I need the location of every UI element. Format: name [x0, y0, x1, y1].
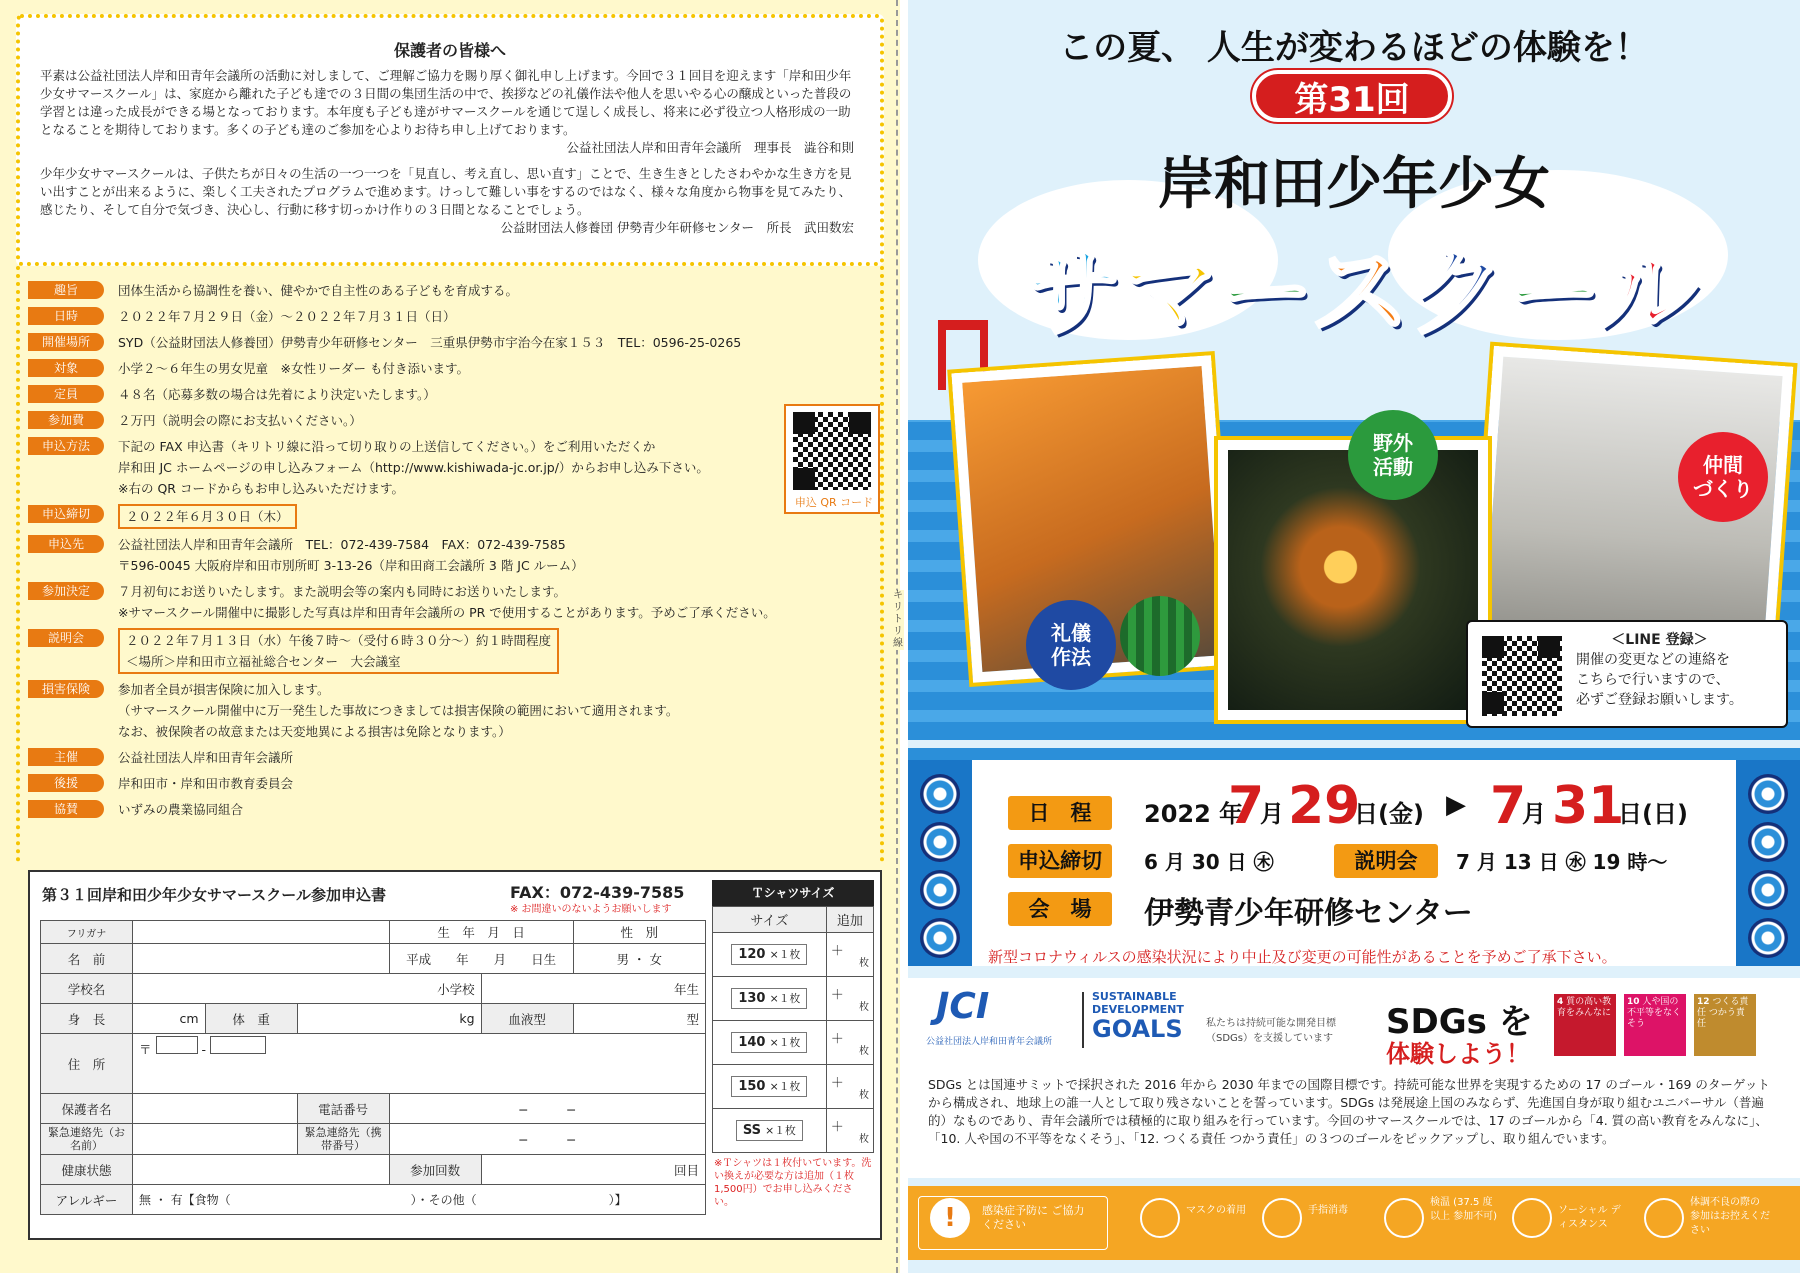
tshirt-extra-field[interactable]: [826, 977, 873, 1021]
info-tag: 損害保険: [28, 680, 104, 698]
tshirt-size: [713, 1065, 827, 1109]
sick-person-icon: [1644, 1198, 1684, 1238]
info-line: （サマースクール開催中に万一発生した事故につきましては損害保険の範囲において適用されます。: [118, 703, 679, 718]
sdgs-logo-line: DEVELOPMENT: [1092, 1003, 1184, 1016]
goal-number: 12: [1697, 997, 1710, 1007]
info-line: いずみの農業協同組合: [118, 802, 244, 817]
flower-strip-left: [908, 760, 972, 966]
jci-org-name: 公益社団法人岸和田青年会議所: [926, 1037, 1053, 1047]
tshirt-title: Ｔシャツサイズ: [712, 880, 874, 906]
covid-prevention-bar: [908, 1186, 1800, 1260]
zip-field-2[interactable]: [210, 1036, 266, 1054]
greeting-title: 保護者の皆様へ: [393, 41, 506, 60]
sdgs-heading: SDGs を: [1386, 1002, 1533, 1042]
field-name[interactable]: [133, 944, 390, 974]
covid-item: 体調不良の際の 参加はお控えください: [1690, 1197, 1770, 1236]
morning-glory-icon: [920, 774, 960, 814]
badge-etiquette: 礼儀 作法: [1026, 600, 1116, 690]
exclamation-icon: !: [930, 1198, 970, 1238]
label-allergy: アレルギー: [41, 1185, 133, 1215]
sdgs-heading-sub: 体験しよう！: [1386, 1040, 1530, 1068]
info-text: [118, 436, 709, 499]
morning-glory-icon: [920, 822, 960, 862]
goal-number: 4: [1557, 997, 1564, 1007]
sdgs-logo-goals: GOALS: [1092, 1015, 1183, 1043]
info-list: [28, 280, 858, 825]
info-row: [28, 384, 858, 405]
tshirt-col-size: サイズ: [713, 907, 827, 933]
greeting-paragraph-2: 少年少女サマースクールは、子供たちが日々の生活の一つ一つを「見直し、考え直し、思い直す」ことで、生き生きとしたさわやかな生き方を見い出すことが出来るように、楽しく工夫されたプログラムで進めます。けっして難しい事をするのではなく、様々な角度から物事を見てみたり、感じたり、そして自分で気づき、決心し、行動に移す切っかけ作りの３日間となることでしょう。: [40, 166, 852, 217]
goal-10-tile: [1624, 994, 1686, 1056]
covid-item: 検温 (37.5 度以上 参加不可): [1430, 1197, 1498, 1222]
info-text: [118, 581, 776, 623]
info-row: [28, 773, 858, 794]
tshirt-unit: ×１枚: [769, 1036, 801, 1049]
badge-outdoor: 野外 活動: [1348, 410, 1438, 500]
field-address[interactable]: 〒 -: [133, 1034, 706, 1094]
info-text: [118, 799, 243, 820]
cut-line-label: キリトリ線: [893, 590, 903, 649]
covid-notice: 新型コロナウィルスの感染状況により中止及び変更の可能性があることを予めご了承下さい。: [988, 948, 1617, 966]
schedule-month-unit-2: 月: [1522, 800, 1546, 828]
field-allergy[interactable]: 無 ・ 有【食物（ ）・その他（ ）】: [133, 1185, 706, 1215]
plus-icon: ＋: [830, 1032, 844, 1047]
covid-item: マスクの着用: [1186, 1205, 1246, 1216]
tshirt-size-table: [712, 906, 874, 1153]
line-qr-code[interactable]: [1482, 636, 1562, 716]
info-row: [28, 799, 858, 820]
info-line: なお、被保険者の故意または天変地異による損害は免除となります。）: [118, 724, 511, 739]
tshirt-size-value: SS: [742, 1123, 761, 1138]
field-guardian[interactable]: [133, 1094, 298, 1124]
field-furigana[interactable]: [133, 921, 390, 944]
zip-field-1[interactable]: [156, 1036, 198, 1054]
info-line: ２０２２年７月１３日（水）午後７時〜（受付６時３０分〜）約１時間程度: [126, 633, 552, 648]
morning-glory-icon: [920, 918, 960, 958]
apply-qr-code[interactable]: [793, 412, 871, 490]
plus-icon: ＋: [830, 944, 844, 959]
greeting-paragraph-1: 平素は公益社団法人岸和田青年会議所の活動に対しまして、ご理解ご協力を賜り厚く御礼申し上げます。今回で３１回目を迎えます「岸和田少年少女サマースクール」は、家庭から離れた子ども達での３日間の集団生活の中で、挨拶などの礼儀作法や他人を思いやる心の醸成といった普段の学習とは違った成長ができる場となっております。本年度も子ども達がサマースクールを通じて逞しく成長し、将来に必ず役立つ人格形成の一助となることを期待しております。多くの子ども達のご参加を心よりお待ち申し上げております。: [40, 68, 852, 137]
photo-campfire: [1218, 440, 1488, 720]
goal-12-tile: [1694, 994, 1756, 1056]
info-line: ２０２２年７月２９日（金）〜２０２２年７月３１日（日）: [118, 309, 456, 324]
title-char: ル: [1598, 234, 1694, 351]
info-line: 岸和田市・岸和田市教育委員会: [118, 776, 294, 791]
schedule-month-2: 7: [1490, 776, 1527, 836]
label-emergency-name: 緊急連絡先（お名前）: [41, 1124, 133, 1155]
schedule-month-unit-1: 月: [1260, 800, 1284, 828]
badge-friends: 仲間 づくり: [1678, 432, 1768, 522]
info-text: [118, 628, 559, 674]
label-weight: 体 重: [205, 1004, 297, 1034]
field-emergency-phone[interactable]: − −: [389, 1124, 705, 1155]
hand-sanitizer-icon: [1262, 1198, 1302, 1238]
edition-badge: 第31回: [1252, 70, 1452, 122]
venue-value: 伊勢青少年研修センター: [1144, 896, 1473, 931]
tshirt-unit: ×１枚: [769, 948, 801, 961]
greeting-signature-1: 公益社団法人岸和田青年会議所 理事長 澁谷和則: [566, 140, 854, 155]
tshirt-mai: 枚: [859, 1002, 869, 1013]
plus-icon: ＋: [830, 1076, 844, 1091]
tshirt-size: [713, 933, 827, 977]
info-text: [118, 384, 436, 405]
tshirt-table: [712, 880, 874, 1213]
field-weight[interactable]: kg: [297, 1004, 481, 1034]
poster-title: 岸和田少年少女: [1158, 152, 1550, 217]
poster-title-summer-school: [938, 212, 1778, 356]
line-register-box[interactable]: [1466, 620, 1788, 728]
info-row: [28, 410, 858, 431]
info-line: 公益社団法人岸和田青年会議所 TEL：072-439-7584 FAX：072-439-7585: [118, 537, 566, 552]
info-line: SYD（公益財団法人修養団）伊勢青少年研修センター 三重県伊勢市宇治今在家１５３ TEL：0596-25-0265: [118, 335, 742, 350]
tshirt-mai: 枚: [859, 1046, 869, 1057]
info-tag: 説明会: [28, 629, 104, 647]
field-school[interactable]: 小学校: [133, 974, 482, 1004]
tshirt-size-value: 120: [738, 947, 766, 962]
info-tag: 申込先: [28, 535, 104, 553]
tshirt-unit: ×１枚: [765, 1124, 796, 1137]
field-count[interactable]: 回目: [481, 1155, 705, 1185]
arrow-right-icon: ▶: [1446, 790, 1466, 820]
label-name: 名 前: [41, 944, 133, 974]
line-text: こちらで行いますので、: [1576, 672, 1730, 688]
label-count: 参加回数: [389, 1155, 481, 1185]
zip-mark: 〒: [139, 1042, 152, 1057]
form-fax-note: ※ お間違いのないようお願いします: [510, 904, 672, 915]
apply-qr-box[interactable]: [784, 404, 880, 514]
jci-logo: JCI: [936, 986, 990, 1027]
info-tag: 開催場所: [28, 333, 104, 351]
tshirt-mai: 枚: [859, 1134, 869, 1145]
info-line: ＜場所＞岸和田市立福祉総合センター 大会議室: [126, 654, 401, 669]
morning-glory-icon: [1748, 774, 1788, 814]
info-tag: 参加決定: [28, 582, 104, 600]
covid-item: ソーシャル ディスタンス: [1558, 1205, 1621, 1230]
form-table: [40, 920, 706, 1215]
morning-glory-icon: [1748, 822, 1788, 862]
field-phone[interactable]: − −: [389, 1094, 705, 1124]
info-text: [118, 306, 456, 327]
schedule-panel: [908, 748, 1800, 966]
tshirt-mai: 枚: [859, 1090, 869, 1101]
covid-item: 手指消毒: [1308, 1205, 1348, 1216]
info-row: [28, 504, 858, 529]
tshirt-size-value: 140: [738, 1035, 766, 1050]
info-tag: 協賛: [28, 800, 104, 818]
tshirt-extra-field[interactable]: [826, 1065, 873, 1109]
field-health[interactable]: [133, 1155, 390, 1185]
info-tag: 定員: [28, 385, 104, 403]
title-char: マ: [1118, 234, 1214, 351]
label-schedule: 日 程: [1008, 796, 1112, 830]
tshirt-size-value: 130: [738, 991, 766, 1006]
label-birth: 生 年 月 日: [389, 921, 573, 944]
line-register-text: [1576, 630, 1743, 710]
tshirt-unit: ×１枚: [769, 1080, 801, 1093]
label-phone: 電話番号: [297, 1094, 389, 1124]
label-address: 住 所: [41, 1034, 133, 1094]
goal-title: つくる責任 つかう責任: [1697, 997, 1749, 1029]
line-text: 開催の変更などの連絡を: [1576, 652, 1730, 668]
schedule-weekday-2: 日(日): [1618, 800, 1688, 828]
info-text: [118, 280, 518, 301]
field-grade[interactable]: 年生: [481, 974, 705, 1004]
info-text: [118, 534, 584, 576]
plus-icon: ＋: [830, 1120, 844, 1135]
tshirt-unit: ×１枚: [769, 992, 801, 1005]
apply-qr-label: 申込 QR コード: [794, 496, 874, 509]
field-sex[interactable]: 男 ・ 女: [573, 944, 705, 974]
info-line: 下記の FAX 申込書（キリトリ線に沿って切り取りの上送信してください。）をご利用いただくか: [118, 439, 656, 454]
sdgs-logo: [1092, 990, 1184, 1042]
label-height: 身 長: [41, 1004, 133, 1034]
goal-title: 人や国の不平等をなくそう: [1627, 997, 1682, 1029]
info-row: [28, 581, 858, 623]
info-line: 参加者全員が損害保険に加入します。: [118, 682, 330, 697]
morning-glory-icon: [1748, 918, 1788, 958]
info-line: ※サマースクール開催中に撮影した写真は岸和田青年会議所の PR で使用することがあります。予めご了承ください。: [118, 605, 776, 620]
info-text: [118, 504, 297, 529]
morning-glory-icon: [920, 870, 960, 910]
mask-icon: [1140, 1198, 1180, 1238]
label-emergency-phone: 緊急連絡先（携帯番号）: [297, 1124, 389, 1155]
catchphrase: この夏、 人生が変わるほどの体験を！: [1059, 28, 1649, 68]
field-birth[interactable]: 平成 年 月 日生: [389, 944, 573, 974]
info-line: ２万円（説明会の際にお支払いください。）: [118, 413, 362, 428]
sdgs-section: [908, 978, 1800, 1178]
info-text: [118, 332, 741, 353]
info-tag: 趣旨: [28, 281, 104, 299]
title-char: ス: [1310, 234, 1406, 351]
info-line: 団体生活から協調性を養い、健やかで自主性のある子どもを育成する。: [118, 283, 519, 298]
tshirt-extra-field[interactable]: [826, 1021, 873, 1065]
tshirt-note: ※Ｔシャツは１枚付いています。洗い換えが必要な方は追加（１枚 1,500円）でお申し込みください。: [714, 1158, 872, 1208]
thermometer-icon: [1384, 1198, 1424, 1238]
info-row: [28, 358, 858, 379]
flower-strip-right: [1736, 760, 1800, 966]
watermelon-icon: [1120, 596, 1200, 676]
social-distance-icon: [1512, 1198, 1552, 1238]
divider: [1082, 992, 1084, 1048]
tshirt-mai: 枚: [859, 958, 869, 969]
info-text: [118, 773, 293, 794]
info-text: [118, 358, 469, 379]
line-text: 必ずご登録お願いします。: [1576, 692, 1743, 708]
info-tag: 主催: [28, 748, 104, 766]
info-text: [118, 410, 362, 431]
title-char: ク: [1406, 234, 1502, 351]
title-char: ー: [1502, 234, 1598, 351]
info-tag: 申込方法: [28, 437, 104, 455]
label-school: 学校名: [41, 974, 133, 1004]
tshirt-col-extra: 追加: [826, 907, 873, 933]
tshirt-size: [713, 1021, 827, 1065]
field-blood[interactable]: 型: [573, 1004, 705, 1034]
info-text: [118, 747, 293, 768]
goal-4-tile: [1554, 994, 1616, 1056]
title-char: サ: [1022, 234, 1118, 351]
form-fax: FAX：072-439-7585: [510, 883, 685, 902]
tshirt-size: [713, 977, 827, 1021]
info-line: ４８名（応募多数の場合は先着により決定いたします。）: [118, 387, 436, 402]
line-title: ＜LINE 登録＞: [1611, 632, 1708, 648]
label-guardian: 保護者名: [41, 1094, 133, 1124]
poster-page: [908, 0, 1800, 1273]
covid-title: 感染症予防に ご協力ください: [982, 1204, 1085, 1231]
greeting-box: [16, 14, 884, 266]
label-venue: 会 場: [1008, 892, 1112, 926]
field-emergency-name[interactable]: [133, 1124, 298, 1155]
tshirt-extra-field[interactable]: [826, 933, 873, 977]
schedule-year: 2022 年: [1144, 800, 1244, 828]
info-line: 公益社団法人岸和田青年会議所: [118, 750, 294, 765]
info-line: 岸和田 JC ホームページの申し込みフォーム（http://www.kishiwada-jc.or.jp/）からお申し込み下さい。: [118, 460, 709, 475]
briefing-value: 7 月 13 日 ㊌ 19 時〜: [1456, 850, 1668, 874]
info-row: [28, 534, 858, 576]
form-title: 第３１回岸和田少年少女サマースクール参加申込書: [42, 886, 386, 904]
sdgs-support-text: 私たちは持続可能な開発目標（SDGs）を支援しています: [1206, 1018, 1336, 1044]
label-sex: 性 別: [573, 921, 705, 944]
label-health: 健康状態: [41, 1155, 133, 1185]
tshirt-size: [713, 1109, 827, 1153]
info-line: 〒596-0045 大阪府岸和田市別所町 3-13-26（岸和田商工会議所 3 階 JC ルーム）: [118, 558, 584, 573]
schedule-day-2: 31: [1552, 776, 1625, 836]
info-tag: 日時: [28, 307, 104, 325]
info-row: [28, 280, 858, 301]
tshirt-extra-field[interactable]: [826, 1109, 873, 1153]
info-line: ２０２２年６月３０日（木）: [126, 509, 289, 524]
info-row: [28, 306, 858, 327]
schedule-day-1: 29: [1288, 776, 1361, 836]
info-text: [118, 679, 678, 742]
title-char: ー: [1214, 234, 1310, 351]
info-line: ７月初旬にお送りいたします。また説明会等の案内も同時にお送りいたします。: [118, 584, 567, 599]
schedule-month-1: 7: [1228, 776, 1265, 836]
info-line: 小学２〜６年生の男女児童 ※女性リーダー も付き添います。: [118, 361, 469, 376]
info-line: ※右の QR コードからもお申し込みいただけます。: [118, 481, 404, 496]
info-row: [28, 628, 858, 674]
goal-number: 10: [1627, 997, 1640, 1007]
info-tag: 対象: [28, 359, 104, 377]
info-row: [28, 679, 858, 742]
tshirt-size-value: 150: [738, 1079, 766, 1094]
info-tag: 参加費: [28, 411, 104, 429]
field-height[interactable]: cm: [133, 1004, 206, 1034]
schedule-weekday-1: 日(金): [1354, 800, 1424, 828]
label-briefing: 説明会: [1334, 844, 1438, 878]
label-blood: 血液型: [481, 1004, 573, 1034]
info-tag: 申込締切: [28, 505, 104, 523]
greeting-signature-2: 公益財団法人修養団 伊勢青少年研修センター 所長 武田数宏: [500, 220, 854, 235]
info-row: [28, 332, 858, 353]
deadline-value: 6 月 30 日 ㊍: [1144, 850, 1274, 874]
label-deadline: 申込締切: [1008, 844, 1112, 878]
label-furigana: フリガナ: [41, 921, 133, 944]
application-form: [28, 870, 882, 1240]
sdgs-logo-line: SUSTAINABLE: [1092, 990, 1177, 1003]
info-row: [28, 747, 858, 768]
info-row: [28, 436, 858, 499]
info-tag: 後援: [28, 774, 104, 792]
goal-title: 質の高い教育をみんなに: [1557, 997, 1612, 1018]
sdgs-paragraph: SDGs とは国連サミットで採択された 2016 年から 2030 年までの国際目標です。持続可能な世界を実現するための 17 のゴール・169 のターゲットから構成され、地球上の誰一人として取り残さないことを誓っています。SDGs は発展途上国のみならず、先進国自身が取り組むユニバーサル（普遍的）なものであり、青年会議所では積極的に取り組みを行っています。今回のサマースクールでは、17 のゴールから「4. 質の高い教育をみんなに」、「10. 人や国の不平等をなくそう」、「12. つくる責任 つかう責任」の３つのゴールをピックアップし、取り組んでいます。: [928, 1077, 1770, 1146]
morning-glory-icon: [1748, 870, 1788, 910]
plus-icon: ＋: [830, 988, 844, 1003]
